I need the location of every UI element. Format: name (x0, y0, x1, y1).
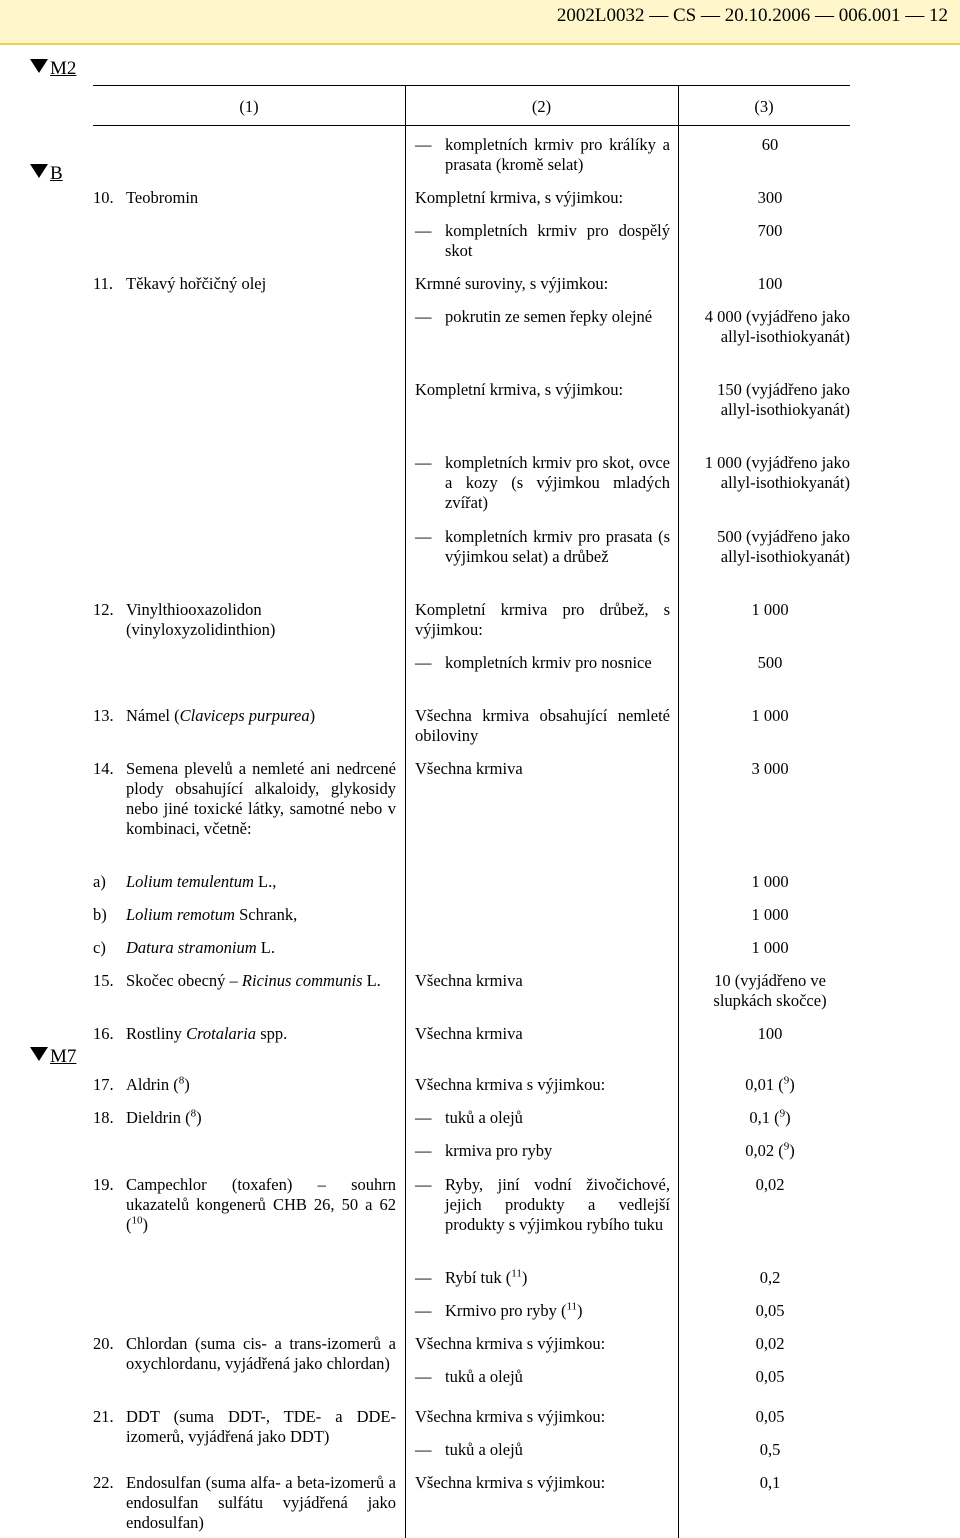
substance-name: Lolium remotum Schrank, (126, 905, 298, 924)
max-content: 700 (757, 221, 783, 240)
dash-marker: — (415, 307, 432, 326)
feed-type: Všechna krmiva s výjimkou: (415, 1407, 606, 1426)
sub-condition: Ryby, jiní vodní živočichové, jejich produkty a vedlejší produkty s výjimkou rybího tuku (445, 1175, 670, 1234)
item-number: 13. (93, 706, 114, 725)
document-reference: 2002L0032 — CS — 20.10.2006 — 006.001 — 12 (556, 5, 948, 26)
max-content: 0,5 (759, 1440, 781, 1459)
max-content: 60 (761, 135, 779, 154)
max-content: 1 000 (751, 872, 789, 891)
marker-b[interactable]: B (30, 163, 63, 185)
item-number: 15. (93, 971, 114, 990)
feed-type: Kompletní krmiva, s výjimkou: (415, 380, 624, 399)
sub-condition: kompletních krmiv pro nosnice (445, 653, 652, 672)
substance-name: Campechlor (toxafen) – souhrn ukazatelů kongenerů CHB 26, 50 a 62 ($^{10}$) (126, 1175, 396, 1234)
feed-type: Všechna krmiva s výjimkou: (415, 1075, 606, 1094)
item-number: 12. (93, 600, 114, 619)
dash-marker: — (415, 221, 432, 240)
table-top-rule (93, 85, 850, 86)
max-content: 3 000 (751, 759, 789, 778)
dash-marker: — (415, 1108, 432, 1127)
sub-condition: Krmivo pro ryby ($^{11}$) (445, 1300, 583, 1320)
marker-m2[interactable]: M2 (30, 58, 76, 80)
feed-type: Všechna krmiva s výjimkou: (415, 1334, 606, 1353)
sub-condition: tuků a olejů (445, 1367, 523, 1386)
column-header-3: (3) (754, 97, 774, 116)
substance-name: Skočec obecný – Ricinus communis L. (126, 971, 381, 990)
sub-condition: tuků a olejů (445, 1108, 523, 1127)
sub-condition: kompletních krmiv pro dospělý skot (445, 221, 670, 260)
item-letter: a) (93, 872, 106, 891)
item-number: 11. (93, 274, 114, 293)
feed-type: Všechna krmiva (415, 759, 523, 778)
feed-type: Všechna krmiva (415, 971, 523, 990)
sub-condition: kompletních krmiv pro prasata (s výjimkou selat) a drůbež (445, 527, 670, 566)
dash-marker: — (415, 1141, 432, 1160)
item-letter: c) (93, 938, 106, 957)
sub-condition: kompletních krmiv pro skot, ovce a kozy (s výjimkou mladých zvířat) (445, 453, 670, 512)
substance-name: DDT (suma DDT-, TDE- a DDE-izomerů, vyjádřená jako DDT) (126, 1407, 396, 1446)
max-content: 0,02 ($^9$) (745, 1140, 795, 1160)
item-letter: b) (93, 905, 107, 924)
max-content: 0,01 ($^9$) (745, 1074, 795, 1094)
item-number: 14. (93, 759, 114, 778)
item-number: 22. (93, 1473, 114, 1492)
column-divider-2 (678, 85, 679, 1538)
max-content: 0,2 (759, 1268, 781, 1287)
table-header-rule (93, 125, 850, 126)
substance-name: Endosulfan (suma alfa- a beta-izomerů a endosulfan sulfátu vyjádřená jako endosulfan) (126, 1473, 396, 1532)
substance-name: Dieldrin ($^8$) (126, 1107, 202, 1127)
item-number: 19. (93, 1175, 114, 1194)
dash-marker: — (415, 1301, 432, 1320)
max-content: 0,02 (755, 1334, 785, 1353)
substance-name: Semena plevelů a nemleté ani nedrcené plody obsahující alkaloidy, glykosidy nebo jiné toxické látky, samotné nebo v kombinaci, včetně: (126, 759, 396, 838)
max-content: 0,1 (759, 1473, 781, 1492)
max-content: 0,02 (755, 1175, 785, 1194)
document-header-bar (0, 0, 960, 45)
triangle-down-icon (30, 59, 48, 73)
feed-type: Krmné suroviny, s výjimkou: (415, 274, 609, 293)
item-number: 20. (93, 1334, 114, 1353)
feed-type: Všechna krmiva s výjimkou: (415, 1473, 606, 1492)
feed-type: Všechna krmiva (415, 1024, 523, 1043)
dash-marker: — (415, 135, 432, 154)
item-number: 18. (93, 1108, 114, 1127)
max-content: 10 (vyjádřeno ve slupkách skočce) (713, 971, 827, 1010)
substance-name: Vinylthiooxazolidon (vinyloxyzolidinthion) (126, 600, 276, 639)
max-content: 150 (vyjádřeno jako allyl-isothiokyanát) (717, 380, 850, 419)
feed-type: Kompletní krmiva, s výjimkou: (415, 188, 624, 207)
item-number: 10. (93, 188, 114, 207)
max-content: 300 (757, 188, 783, 207)
sub-condition: krmiva pro ryby (445, 1141, 553, 1160)
max-content: 1 000 (751, 938, 789, 957)
max-content: 0,05 (755, 1407, 785, 1426)
column-header-2: (2) (531, 97, 552, 116)
sub-condition: pokrutin ze semen řepky olejné (445, 307, 653, 326)
dash-marker: — (415, 1440, 432, 1459)
max-content: 0,05 (755, 1301, 785, 1320)
dash-marker: — (415, 1175, 432, 1194)
max-content: 100 (757, 274, 783, 293)
dash-marker: — (415, 453, 432, 472)
marker-m7[interactable]: M7 (30, 1046, 76, 1068)
max-content: 1 000 (751, 905, 789, 924)
max-content: 1 000 (vyjádřeno jako allyl-isothiokyanát) (704, 453, 850, 492)
max-content: 500 (vyjádřeno jako allyl-isothiokyanát) (717, 527, 850, 566)
dash-marker: — (415, 653, 432, 672)
dash-marker: — (415, 1367, 432, 1386)
item-number: 17. (93, 1075, 114, 1094)
max-content: 500 (757, 653, 783, 672)
dash-marker: — (415, 1268, 432, 1287)
dash-marker: — (415, 527, 432, 546)
substance-name: Datura stramonium L. (126, 938, 275, 957)
sub-condition: Rybí tuk ($^{11}$) (445, 1267, 528, 1287)
feed-type: Všechna krmiva obsahující nemleté obiloviny (415, 706, 670, 745)
triangle-down-icon (30, 164, 48, 178)
item-number: 21. (93, 1407, 114, 1426)
substance-name: Námel (Claviceps purpurea) (126, 706, 316, 725)
triangle-down-icon (30, 1047, 48, 1061)
sub-condition: tuků a olejů (445, 1440, 523, 1459)
substance-name: Rostliny Crotalaria spp. (126, 1024, 288, 1043)
substance-name: Teobromin (126, 188, 199, 207)
substance-name: Lolium temulentum L., (126, 872, 277, 891)
feed-type: Kompletní krmiva pro drůbež, s výjimkou: (415, 600, 670, 639)
substance-name: Aldrin ($^8$) (126, 1074, 190, 1094)
max-content: 4 000 (vyjádřeno jako allyl-isothiokyanát) (704, 307, 850, 346)
max-content: 1 000 (751, 600, 789, 619)
item-number: 16. (93, 1024, 114, 1043)
substance-name: Těkavý hořčičný olej (126, 274, 267, 293)
max-content: 100 (757, 1024, 783, 1043)
max-content: 1 000 (751, 706, 789, 725)
column-divider-1 (405, 85, 406, 1538)
substance-name: Chlordan (suma cis- a trans-izomerů a oxychlordanu, vyjádřená jako chlordan) (126, 1334, 396, 1373)
sub-condition: kompletních krmiv pro králíky a prasata (kromě selat) (445, 135, 670, 174)
max-content: 0,05 (755, 1367, 785, 1386)
max-content: 0,1 ($^9$) (749, 1107, 791, 1127)
column-header-1: (1) (239, 97, 259, 116)
